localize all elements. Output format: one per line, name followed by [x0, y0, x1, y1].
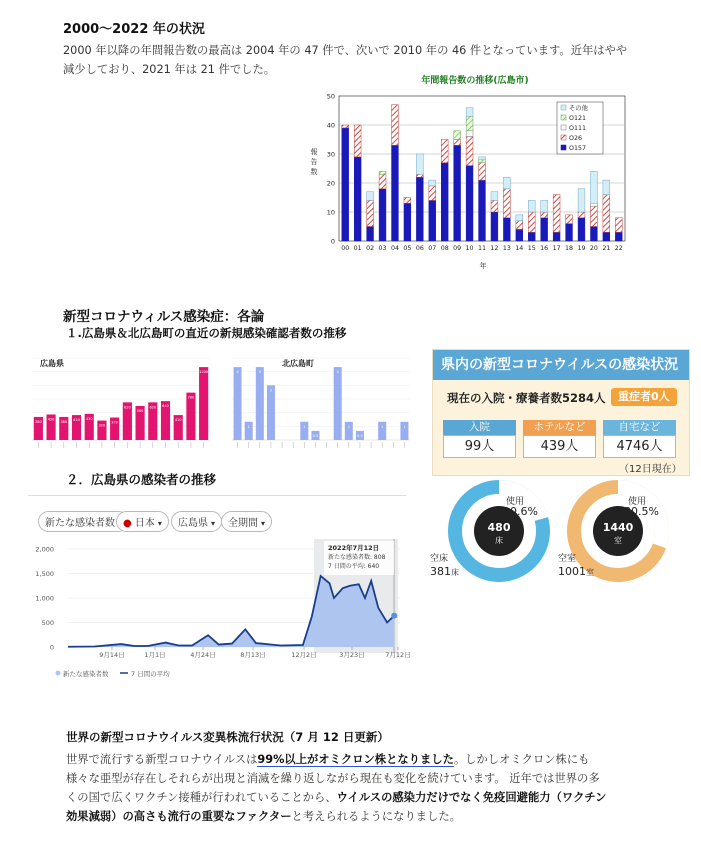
svg-text:40: 40: [326, 121, 335, 130]
hiroshima-bar-chart: [18, 350, 214, 452]
filter-country-chip[interactable]: ● 日本 ▾: [116, 511, 169, 532]
x-tick-label: 03: [378, 245, 387, 252]
bar-20-その他: [590, 171, 597, 203]
bar-data-label: 380: [60, 419, 68, 424]
svg-text:1001室: 1001室: [558, 565, 594, 578]
bar-data-label: 1: [347, 424, 350, 429]
bar-00-O157: [342, 128, 349, 241]
bar-data-label: 4: [236, 370, 239, 375]
svg-text:20: 20: [326, 179, 335, 188]
svg-text:使用: 使用: [506, 497, 525, 507]
bar-08-O26: [441, 140, 448, 163]
svg-text:使用: 使用: [628, 497, 647, 507]
bar-06-O157: [416, 177, 423, 241]
bar-data-label: 410: [174, 418, 182, 423]
bar-21-O157: [603, 232, 610, 241]
section3-heading: 世界の新型コロナウイルス変異株流行状況（7 月 12 日更新）: [66, 730, 389, 744]
bar-16-O26: [541, 212, 548, 218]
svg-text:30: 30: [326, 150, 335, 159]
section1-heading: 2000～2022 年の状況: [63, 22, 205, 37]
x-tick-label: 12月2日: [291, 651, 317, 659]
svg-text:10: 10: [326, 208, 335, 217]
bar-12-O26: [491, 200, 498, 212]
svg-text:新たな感染者数: 新たな感染者数: [63, 670, 109, 678]
bar-data-label: 1: [381, 424, 384, 429]
bar-14-その他: [516, 215, 523, 221]
bar-10-O26: [466, 137, 473, 166]
bar-17-O26: [553, 195, 560, 233]
bar-14-O26: [516, 221, 523, 230]
svg-text:50: 50: [326, 92, 335, 101]
bar: [186, 393, 195, 440]
x-tick-label: 17: [552, 245, 561, 252]
bar-01-O157: [354, 157, 361, 241]
bar-13-O157: [503, 218, 510, 241]
bar-data-label: 1: [403, 424, 406, 429]
bar-data-label: 0.5: [357, 433, 363, 438]
bar-data-label: 420: [47, 417, 55, 422]
x-tick-label: 18: [565, 245, 574, 252]
bar-data-label: 4: [336, 370, 339, 375]
legend-swatch: [561, 145, 566, 150]
hospital-bed-donut: [430, 487, 543, 578]
bar-09-O157: [454, 145, 461, 241]
bar-21-O26: [603, 195, 610, 233]
bar-data-label: 1: [303, 424, 306, 429]
x-tick-label: 20: [589, 245, 598, 252]
filter-region-chip[interactable]: 広島県 ▾: [171, 511, 222, 532]
bar-07-O157: [429, 200, 436, 241]
x-tick-label: 15: [527, 245, 536, 252]
severe-badge: 重症者0人: [611, 388, 677, 406]
bar-02-O157: [367, 227, 374, 242]
bar-data-label: 3: [269, 388, 273, 393]
bar-10-O121: [466, 116, 473, 131]
bar-07-O26: [429, 186, 436, 201]
x-tick-label: 04: [390, 245, 399, 252]
x-tick-label: 16: [540, 245, 549, 252]
x-tick-label: 9月14日: [99, 651, 125, 659]
legend-entry: O111: [569, 125, 586, 132]
bar-06-O26: [416, 174, 423, 177]
legend-swatch: [561, 115, 566, 120]
legend-entry: O26: [569, 135, 582, 142]
section2-sub2: ２．広島県の感染者の推移: [66, 472, 217, 487]
svg-text:数: 数: [310, 168, 318, 176]
bed-occupancy-donuts: [428, 475, 690, 605]
svg-text:新たな感染者数: 808: 新たな感染者数: 808: [328, 554, 386, 561]
x-tick-label: 00: [341, 245, 350, 252]
bar-22-O26: [615, 218, 622, 233]
bar-data-label: 640: [162, 404, 169, 409]
y-tick-label: 1,000: [35, 594, 54, 603]
infection-status-panel: [432, 349, 690, 476]
legend-swatch: [561, 105, 566, 110]
bar-15-O157: [528, 232, 535, 241]
bar-data-label: 780: [187, 395, 195, 400]
bar-data-label: 4: [258, 370, 261, 375]
x-tick-label: 08: [440, 245, 449, 252]
bar-17-O157: [553, 232, 560, 241]
legend-entry: O121: [569, 115, 586, 122]
bar-19-O26: [578, 212, 585, 218]
bar-10-O111: [466, 131, 473, 137]
bar: [199, 367, 208, 440]
x-tick-label: 01: [353, 245, 362, 252]
bar-20-O157: [590, 227, 597, 242]
svg-text:7 日間の平均: 7 日間の平均: [131, 670, 170, 678]
trend-legend: [56, 669, 171, 678]
hotel-room-donut: [558, 487, 662, 578]
section3-paragraph: 世界で流行する新型コロナウイルスは99%以上がオミクロン株となりました。しかしオミクロン株にも 様々な亜型が存在しそれらが出現と消滅を繰り返しながら現在も変化を続けています。 近年では世界の多 くの国で広くワクチン接種が行われていることから、ウイルスの感染力だけでなく免疫回避能力（ワクチン 効果減弱）の高さも流行の重要なファクターと考えられるようになりました。: [66, 753, 607, 823]
total-patients: 現在の入院・療養者数5284人: [447, 391, 606, 405]
bar-20-O26: [590, 206, 597, 226]
bar-data-label: 620: [149, 405, 157, 410]
bar-data-label: 320: [98, 423, 106, 428]
bar-04-O157: [392, 145, 399, 241]
bar-05-O26: [404, 198, 411, 204]
x-tick-label: 21: [602, 245, 611, 252]
y-tick-label: 2,000: [35, 545, 54, 554]
x-tick-label: 02: [366, 245, 375, 252]
bar-data-label: 370: [111, 420, 118, 425]
svg-text:室: 室: [614, 536, 622, 545]
bar-14-O157: [516, 229, 523, 241]
y-tick-label: 500: [41, 619, 54, 627]
x-tick-label: 05: [403, 245, 412, 252]
bar-08-O157: [441, 163, 448, 241]
bar-06-その他: [416, 154, 423, 174]
bar-11-O121: [479, 160, 486, 163]
bar: [234, 367, 242, 440]
x-tick-label: 11: [477, 245, 487, 252]
bar-02-その他: [367, 192, 374, 201]
bar: [334, 367, 342, 440]
bar-data-label: 430: [85, 416, 93, 421]
bar-16-O157: [541, 218, 548, 241]
svg-text:床: 床: [495, 536, 503, 545]
legend-swatch: [561, 135, 566, 140]
y-tick-label: 0: [49, 643, 54, 652]
bar: [267, 385, 275, 440]
annual-report-chart: [305, 72, 635, 272]
bar-data-label: 410: [73, 418, 80, 423]
col-home-value: 4746人: [603, 435, 676, 458]
svg-text:1440: 1440: [602, 521, 634, 534]
x-tick-label: 10: [465, 245, 474, 252]
bar-11-O157: [479, 180, 486, 241]
col-hotel-label: ホテルなど: [523, 420, 596, 435]
x-tick-label: 7月12日: [385, 651, 411, 659]
svg-text:報: 報: [310, 148, 318, 156]
bar-11-その他: [479, 157, 486, 160]
svg-text:7 日間の平均: 640: 7 日間の平均: 640: [328, 563, 380, 570]
x-tick-label: 1月1日: [144, 651, 166, 659]
y-tick-label: 1,500: [35, 570, 54, 578]
svg-text:空床: 空床: [430, 554, 449, 564]
kitahiroshima-bar-chart: [218, 350, 414, 452]
as-of-date: （12日現在）: [619, 464, 682, 475]
bar-09-O26: [454, 140, 461, 146]
bar-12-O157: [491, 212, 498, 241]
svg-text:30.5%: 30.5%: [624, 505, 659, 518]
x-tick-label: 22: [614, 245, 623, 252]
bar-18-O26: [566, 215, 573, 224]
col-hospital-label: 入院: [443, 420, 516, 435]
bar-13-O26: [503, 189, 510, 218]
bar-05-O157: [404, 203, 411, 241]
y-axis-label: [311, 147, 318, 176]
chart-legend: [557, 102, 603, 154]
section1-paragraph: 2000 年以降の年間報告数の最高は 2004 年の 47 件で、次いで 2010 年の 46 件となっています。近年はやや減少しており、2021 年は 21 件でした。: [63, 44, 628, 76]
x-tick-label: 19: [577, 245, 586, 252]
bar-10-O157: [466, 166, 473, 241]
legend-swatch: [561, 125, 566, 130]
bar-10-その他: [466, 108, 473, 117]
bar-data-label: 560: [136, 408, 144, 413]
flag-icon: ●: [123, 518, 132, 529]
bar-13-その他: [503, 177, 510, 189]
legend-entry: O157: [569, 145, 586, 152]
case-trend-chart: [28, 535, 412, 685]
svg-text:告: 告: [310, 158, 318, 166]
x-tick-label: 09: [453, 245, 462, 252]
legend-entry: その他: [569, 105, 588, 112]
bar-04-O26: [392, 105, 399, 146]
bar-12-その他: [491, 192, 498, 201]
bar-02-O26: [367, 200, 374, 226]
x-tick-label: 06: [415, 245, 424, 252]
col-hotel-value: 439人: [523, 435, 596, 458]
bar-data-label: 0.5: [312, 433, 319, 438]
omicron-highlight: 99%以上がオミクロン株となりました: [257, 753, 454, 766]
svg-text:空室: 空室: [558, 554, 577, 564]
bar-03-O121: [379, 171, 386, 174]
bar-15-O26: [528, 212, 535, 232]
bar-data-label: 380: [35, 419, 42, 424]
chart-tooltip: [324, 541, 394, 575]
chart-title: 広島県: [40, 359, 64, 368]
x-tick-label: 8月13日: [240, 651, 266, 659]
bar-19-その他: [578, 189, 585, 212]
bar-20-O111: [590, 203, 597, 206]
svg-text:480: 480: [487, 521, 511, 534]
x-tick-label: 3月23日: [339, 651, 365, 659]
bar: [256, 367, 264, 440]
bar-15-その他: [528, 200, 535, 212]
bar-22-O157: [615, 232, 622, 241]
bar-16-その他: [541, 200, 548, 212]
filter-period-chip[interactable]: 全期間 ▾: [221, 511, 272, 532]
bar-03-O26: [379, 174, 386, 189]
svg-text:0: 0: [330, 237, 335, 246]
bar-21-その他: [603, 180, 610, 195]
x-tick-label: 14: [515, 245, 524, 252]
col-home-label: 自宅など: [603, 420, 676, 435]
bar-09-O121: [454, 131, 461, 140]
x-axis-label: 年: [479, 262, 487, 270]
svg-text:20.6%: 20.6%: [503, 505, 538, 518]
bar-01-O26: [354, 125, 361, 157]
bar-data-label: 1: [247, 424, 250, 429]
x-tick-label: 4月24日: [190, 651, 216, 659]
svg-text:2022年7月12日: 2022年7月12日: [328, 544, 380, 552]
bar-data-label: 620: [124, 405, 131, 410]
x-tick-label: 13: [502, 245, 511, 252]
bar-11-O26: [479, 163, 486, 180]
x-tick-label: 12: [490, 245, 499, 252]
bar-data-label: 1200: [199, 370, 209, 375]
filter-metric-chip[interactable]: 新たな感染者数: [38, 511, 129, 532]
bar-18-O157: [566, 224, 573, 241]
col-hospital-value: 99人: [443, 435, 516, 458]
bar-07-その他: [429, 180, 436, 186]
status-title: 県内の新型コロナウイルスの感染状況: [433, 350, 689, 380]
chart-title: 年間報告数の推移(広島市): [421, 76, 529, 86]
bar-19-O157: [578, 218, 585, 241]
svg-text:381床: 381床: [430, 565, 459, 578]
bar-00-O26: [342, 125, 349, 128]
section2-heading: 新型コロナウィルス感染症：各論: [63, 309, 265, 325]
section2-sub1: １.広島県＆北広島町の直近の新規感染確認者数の推移: [66, 326, 347, 340]
chart-title: 北広島町: [282, 359, 314, 368]
bar-03-O157: [379, 189, 386, 241]
x-tick-label: 07: [428, 245, 437, 252]
